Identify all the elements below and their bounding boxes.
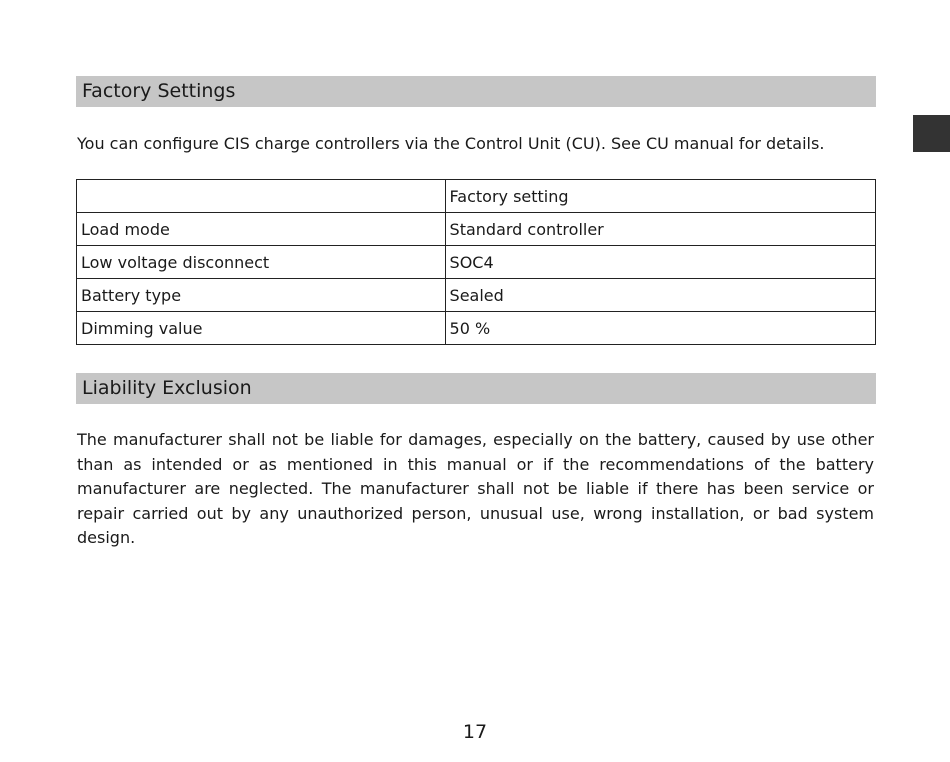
- table-cell-value: SOC4: [445, 246, 875, 279]
- chapter-tab-marker: [913, 115, 950, 152]
- table-row: [77, 279, 876, 312]
- table-cell-value: 50 %: [445, 312, 875, 345]
- page-number: 17: [462, 721, 488, 743]
- table-cell-value: Sealed: [445, 279, 875, 312]
- table-row: [77, 213, 876, 246]
- table-header-cell: Factory setting: [445, 180, 875, 213]
- table-cell-parameter: Dimming value: [77, 312, 446, 345]
- factory-settings-table: [76, 179, 876, 345]
- table-row: [77, 312, 876, 345]
- table-cell-parameter: Battery type: [77, 279, 446, 312]
- table-cell-value: Standard controller: [445, 213, 875, 246]
- factory-settings-heading: Factory Settings: [76, 76, 876, 107]
- table-cell-parameter: Low voltage disconnect: [77, 246, 446, 279]
- liability-exclusion-heading: Liability Exclusion: [76, 373, 876, 404]
- table-header-cell: [77, 180, 446, 213]
- factory-settings-intro: You can configure CIS charge controllers via the Control Unit (CU). See CU manual for details.: [77, 134, 825, 153]
- table-row: [77, 246, 876, 279]
- table-cell-parameter: Load mode: [77, 213, 446, 246]
- liability-exclusion-text: The manufacturer shall not be liable for damages, especially on the battery, caused by use other than as intended or as mentioned in this manual or if the recommendations of the battery manufacturer are neglected. The manufacturer shall not be liable if there has been service or repair carried out by any unauthorized person, unusual use, wrong installation, or bad system design.: [77, 430, 874, 547]
- table-header-row: [77, 180, 876, 213]
